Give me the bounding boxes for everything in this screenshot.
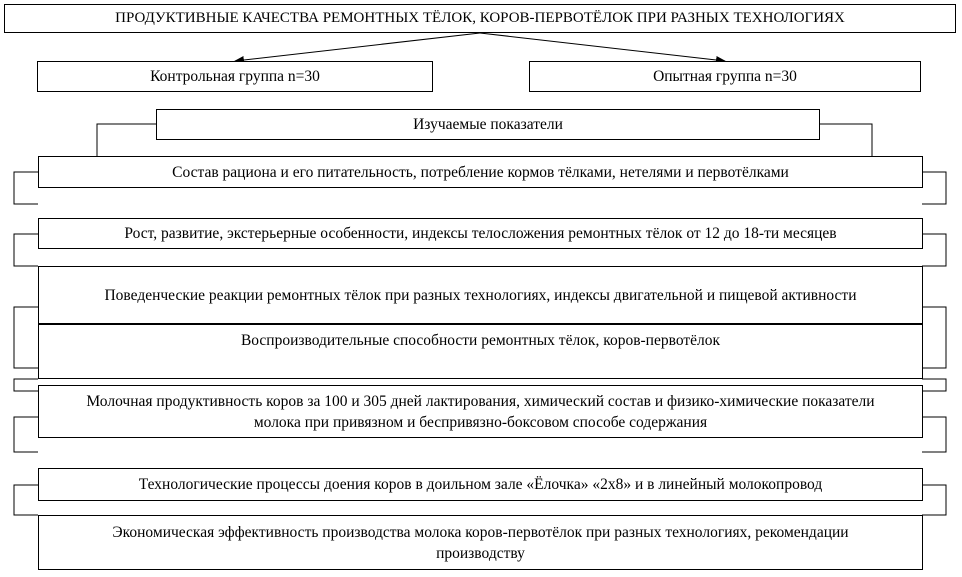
indicator-reproduction-label: Воспроизводительные способности ремонтных тёлок, коров-первотёлок xyxy=(240,332,721,349)
arrow-to-control-group xyxy=(235,33,480,61)
right-bracket-3 xyxy=(922,307,946,368)
left-bracket-5 xyxy=(14,417,38,452)
studied-indicators-box xyxy=(156,109,820,140)
right-bracket-2 xyxy=(922,234,946,266)
control-group-label: Контрольная группа n=30 xyxy=(150,68,320,85)
diagram-title xyxy=(4,4,956,33)
left-bracket-4 xyxy=(14,379,38,391)
control-group-box xyxy=(37,61,433,92)
right-bracket-4 xyxy=(922,379,946,391)
indicator-economic-label: Экономическая эффективность производства молока коров-первотёлок при разных технологиях, рекомендации производству xyxy=(112,523,849,562)
indicator-growth-box xyxy=(38,218,923,249)
experimental-group-label: Опытная группа n=30 xyxy=(653,68,797,85)
indicator-growth-label: Рост, развитие, экстерьерные особенности, индексы телосложения ремонтных тёлок от 12 до 18-ти месяцев xyxy=(124,225,837,242)
indicator-ration-label: Состав рациона и его питательность, потребление кормов тёлками, нетелями и первотёлками xyxy=(172,163,789,181)
right-bracket-5 xyxy=(922,417,946,452)
indicator-reproduction-box xyxy=(38,324,923,379)
experimental-group-box xyxy=(529,61,921,92)
indicator-economic-box xyxy=(38,515,923,570)
indicator-behavior-label: Поведенческие реакции ремонтных тёлок при разных технологиях, индексы двигательной и пищевой активности xyxy=(104,286,857,304)
indicator-milk-label: Молочная продуктивность коров за 100 и 305 дней лактирования, химический состав и физико-химические показатели молока при привязном и беспривязно-боксовом способе содержания xyxy=(86,392,875,431)
indicator-ration-box xyxy=(38,156,923,188)
indicator-milking-box xyxy=(38,468,923,501)
indicator-milk-box xyxy=(38,385,923,438)
left-bracket-3 xyxy=(14,307,38,368)
left-bracket-2 xyxy=(14,234,38,266)
indicator-milking-label: Технологические процессы доения коров в доильном зале «Ёлочка» «2х8» и в линейный молокопровод xyxy=(138,476,823,493)
right-bracket-6 xyxy=(922,485,946,515)
left-bracket-1 xyxy=(14,172,38,204)
indicator-behavior-box xyxy=(38,266,923,324)
left-bracket-6 xyxy=(14,485,38,515)
arrow-to-experimental-group xyxy=(480,33,725,61)
studied-indicators-label: Изучаемые показатели xyxy=(413,116,563,133)
right-bracket-1 xyxy=(922,172,946,204)
diagram-title-text: ПРОДУКТИВНЫЕ КАЧЕСТВА РЕМОНТНЫХ ТЁЛОК, КОРОВ-ПЕРВОТЁЛОК ПРИ РАЗНЫХ ТЕХНОЛОГИЯХ xyxy=(115,10,845,26)
